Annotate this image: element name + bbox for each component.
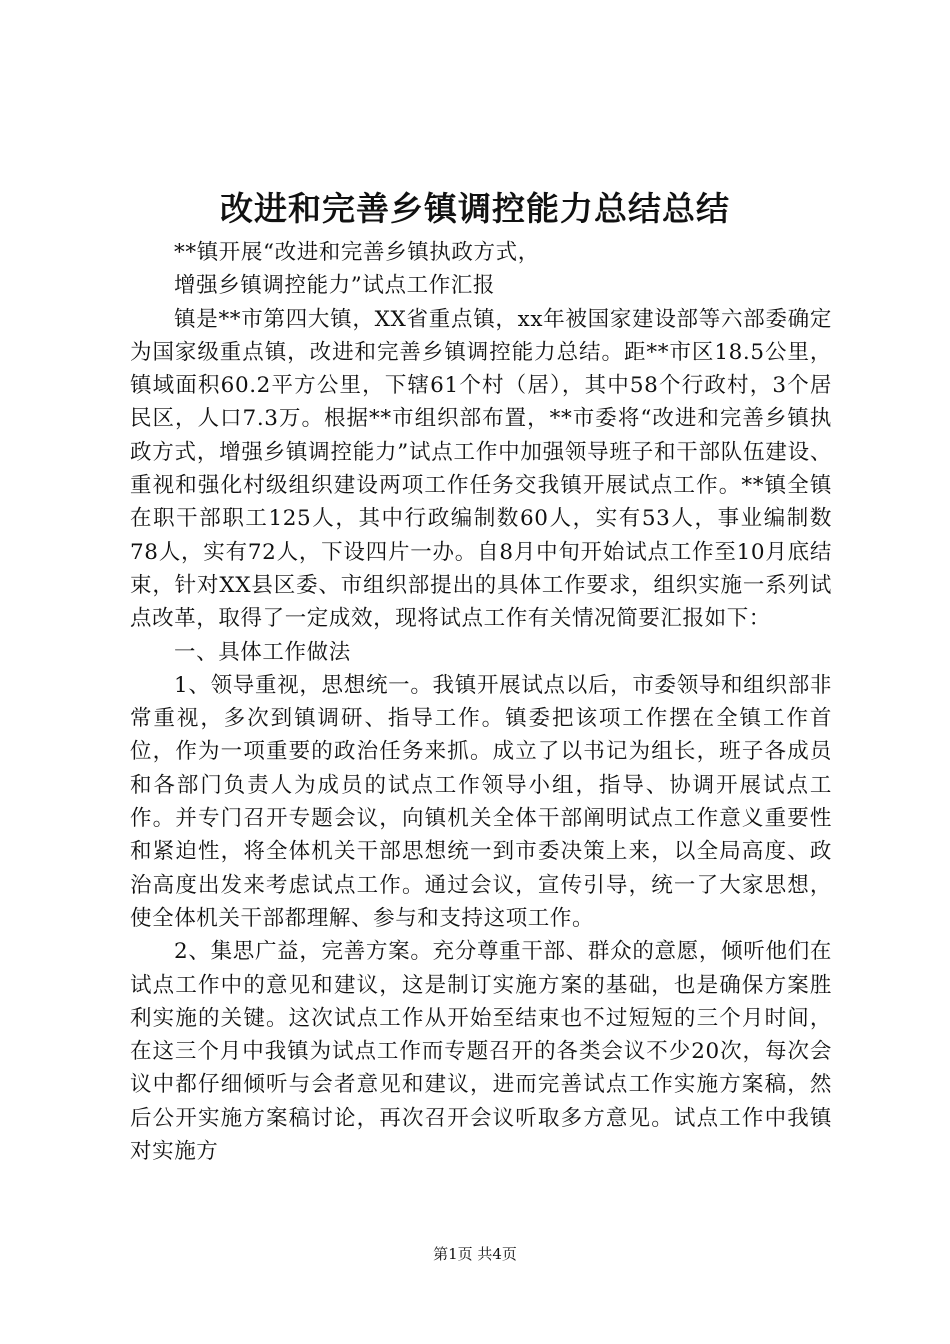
section-heading: 一、具体工作做法	[174, 639, 351, 665]
subtitle-line-2: 增强乡镇调控能力”试点工作汇报	[174, 273, 495, 299]
intro-paragraph: 镇是**市第四大镇，XX省重点镇，xx年被国家建设部等六部委确定为国家级重点镇，改进和完善乡镇调控能力总结。距**市区18.5公里，镇域面积60.2平方公里，下辖61个村（居），其中58个行政村，3个居民区，人口7.3万。根据**市组织部布置，**市委将“改进和完善乡镇执政方式，增强乡镇调控能力”试点工作中加强领导班子和干部队伍建设、重视和强化村级组织建设两项工作任务交我镇开展试点工作。**镇全镇在职干部职工125人，其中行政编制数60人，实有53人，事业编制数78人，实有72人，下设四片一办。自8月中旬开始试点工作至10月底结束，针对XX县区委、市组织部提出的具体工作要求，组织实施一系列试点改革，取得了一定成效，现将试点工作有关情况简要汇报如下：	[130, 306, 832, 632]
paragraph-item-2: 2、集思广益，完善方案。充分尊重干部、群众的意愿，倾听他们在试点工作中的意见和建议，这是制订实施方案的基础，也是确保方案胜利实施的关键。这次试点工作从开始至结束也不过短短的三个月时间，在这三个月中我镇为试点工作而专题召开的各类会议不少20次，每次会议中都仔细倾听与会者意见和建议，进而完善试点工作实施方案稿，然后公开实施方案稿讨论，再次召开会议听取多方意见。试点工作中我镇对实施方	[130, 939, 832, 1165]
subtitle-line-1: **镇开展“改进和完善乡镇执政方式，	[174, 240, 540, 265]
page-footer: 第1页 共4页	[433, 1245, 517, 1263]
document-title: 改进和完善乡镇调控能力总结总结	[220, 189, 730, 228]
paragraph-item-1: 1、领导重视，思想统一。我镇开展试点以后，市委领导和组织部非常重视，多次到镇调研、指导工作。镇委把该项工作摆在全镇工作首位，作为一项重要的政治任务来抓。成立了以书记为组长，班子各成员和各部门负责人为成员的试点工作领导小组，指导、协调开展试点工作。并专门召开专题会议，向镇机关全体干部阐明试点工作意义重要性和紧迫性，将全体机关干部思想统一到市委决策上来，以全局高度、政治高度出发来考虑试点工作。通过会议，宣传引导，统一了大家思想，使全体机关干部都理解、参与和支持这项工作。	[130, 672, 832, 931]
document-body	[130, 236, 832, 1168]
